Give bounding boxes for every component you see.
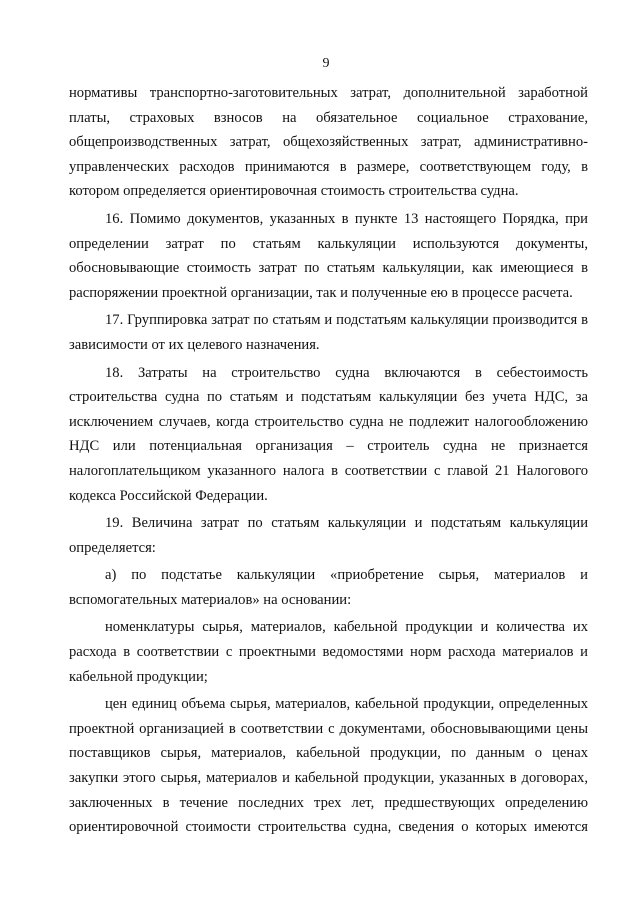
paragraph-19a: а) по подстатье калькуляции «приобретение сырья, материалов и вспомогательных материалов» на основании: bbox=[69, 567, 588, 608]
paragraph-16: 16. Помимо документов, указанных в пункте 13 настоящего Порядка, при определении затрат по статьям калькуляции используются документы, обосновывающие стоимость затрат по статьям калькуляции, как имеющиеся в распоряжении проектной организации, так и полученные ею в процессе расчета. bbox=[69, 210, 588, 301]
paragraph-continuation: нормативы транспортно-заготовительных затрат, дополнительной заработной платы, страховых взносов на обязательное социальное страхование, общепроизводственных затрат, общехозяйственных затрат, административно-управленческих расходов принимаются в размере, соответствующем году, в котором определяется ориентировочная стоимость строительства судна. bbox=[69, 85, 588, 200]
paragraph-nomenclature: номенклатуры сырья, материалов, кабельной продукции и количества их расхода в соответствии с проектными ведомостями норм расхода материалов и кабельной продукции; bbox=[69, 619, 588, 685]
paragraph-17: 17. Группировка затрат по статьям и подстатьям калькуляции производится в зависимости от их целевого назначения. bbox=[69, 312, 588, 353]
paragraph-19: 19. Величина затрат по статьям калькуляции и подстатьям калькуляции определяется: bbox=[69, 515, 588, 556]
page-number: 9 bbox=[322, 56, 330, 71]
paragraph-18: 18. Затраты на строительство судна включаются в себестоимость строительства судна по статьям и подстатьям калькуляции без учета НДС, за исключением случаев, когда строительство судна не подлежит налогообложению НДС или потенциальная организация – строитель судна не признается налогоплательщиком указанного налога в соответствии с главой 21 Налогового кодекса Российской Федерации. bbox=[69, 364, 588, 504]
paragraph-prices: цен единиц объема сырья, материалов, кабельной продукции, определенных проектной организацией в соответствии с документами, обосновывающими цены поставщиков сырья, материалов, кабельной продукции, по данным о ценах закупки этого сырья, материалов и кабельной продукции, указанных в договорах, заключенных в течение последних трех лет, предшествующих определению ориентировочной стоимости строительства судна, сведения о которых имеются bbox=[69, 696, 588, 836]
document-body bbox=[69, 81, 588, 840]
